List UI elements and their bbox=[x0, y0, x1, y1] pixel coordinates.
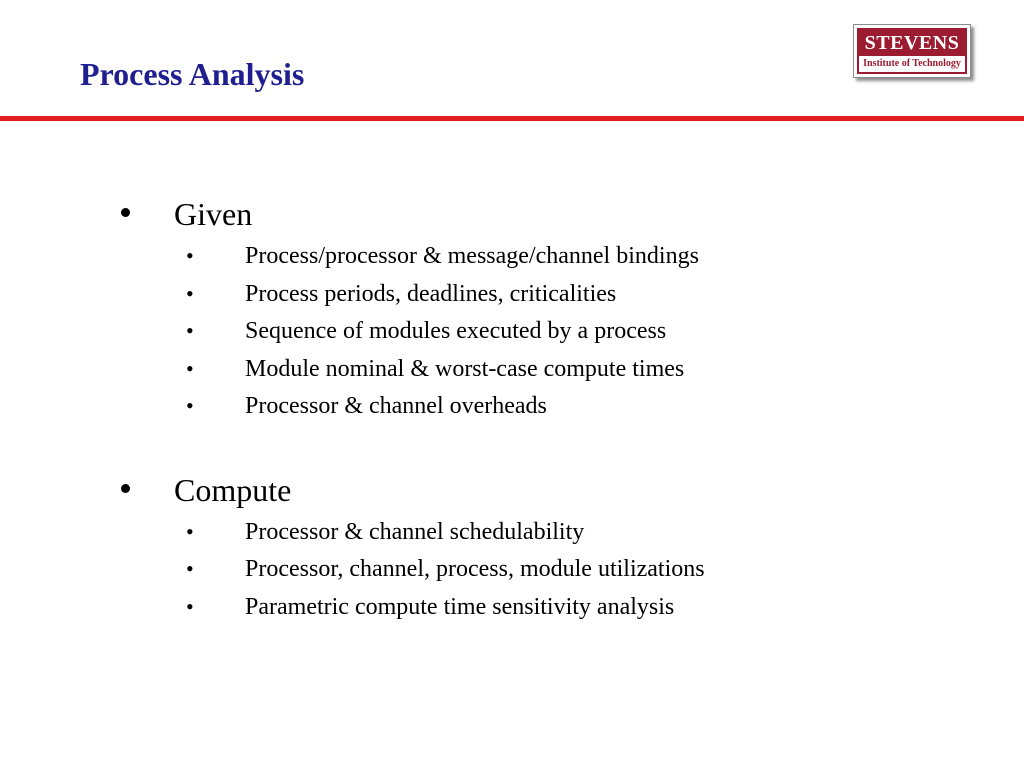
given-list bbox=[0, 238, 1024, 426]
compute-list bbox=[0, 514, 1024, 627]
list-item bbox=[0, 551, 1024, 589]
section-compute bbox=[0, 466, 1024, 627]
title-divider bbox=[0, 116, 1024, 121]
stevens-logo bbox=[853, 24, 971, 78]
list-item-text: Parametric compute time sensitivity analysis bbox=[245, 593, 675, 620]
list-item-text: Processor & channel overheads bbox=[245, 393, 547, 419]
section-label: Given bbox=[174, 196, 253, 232]
list-item bbox=[0, 388, 1024, 426]
list-item bbox=[0, 276, 1024, 314]
list-item-text: Processor, channel, process, module utilizations bbox=[245, 556, 705, 582]
bullet-dot-icon bbox=[121, 484, 130, 493]
bullet-icon: • bbox=[186, 518, 194, 544]
bullet-dot-icon bbox=[121, 208, 130, 217]
list-item-text: Sequence of modules executed by a process bbox=[245, 318, 667, 344]
bullet-icon: • bbox=[186, 556, 194, 581]
list-item bbox=[0, 351, 1024, 389]
list-item-text: Processor & channel schedulability bbox=[245, 518, 585, 545]
list-item-text: Process/processor & message/channel bindings bbox=[245, 243, 699, 269]
bullet-icon: • bbox=[186, 393, 194, 418]
list-item bbox=[0, 514, 1024, 552]
bullet-icon: • bbox=[186, 355, 194, 381]
list-item-text: Module nominal & worst-case compute times bbox=[245, 355, 685, 382]
bullet-icon: • bbox=[186, 318, 194, 343]
bullet-icon: • bbox=[186, 243, 194, 268]
section-label: Compute bbox=[174, 471, 292, 508]
slide-body bbox=[0, 190, 1024, 626]
section-heading bbox=[0, 466, 1024, 514]
logo-subtitle: Institute of Technology bbox=[863, 58, 961, 69]
list-item bbox=[0, 238, 1024, 276]
list-item bbox=[0, 589, 1024, 627]
list-item-text: Process periods, deadlines, criticalities bbox=[245, 280, 617, 307]
slide-title: Process Analysis bbox=[80, 56, 305, 92]
logo-name: STEVENS bbox=[859, 30, 965, 56]
bullet-icon: • bbox=[186, 280, 194, 306]
list-item bbox=[0, 313, 1024, 351]
section-given bbox=[0, 190, 1024, 426]
logo-frame bbox=[857, 28, 967, 74]
section-heading bbox=[0, 190, 1024, 238]
bullet-icon: • bbox=[186, 593, 194, 619]
